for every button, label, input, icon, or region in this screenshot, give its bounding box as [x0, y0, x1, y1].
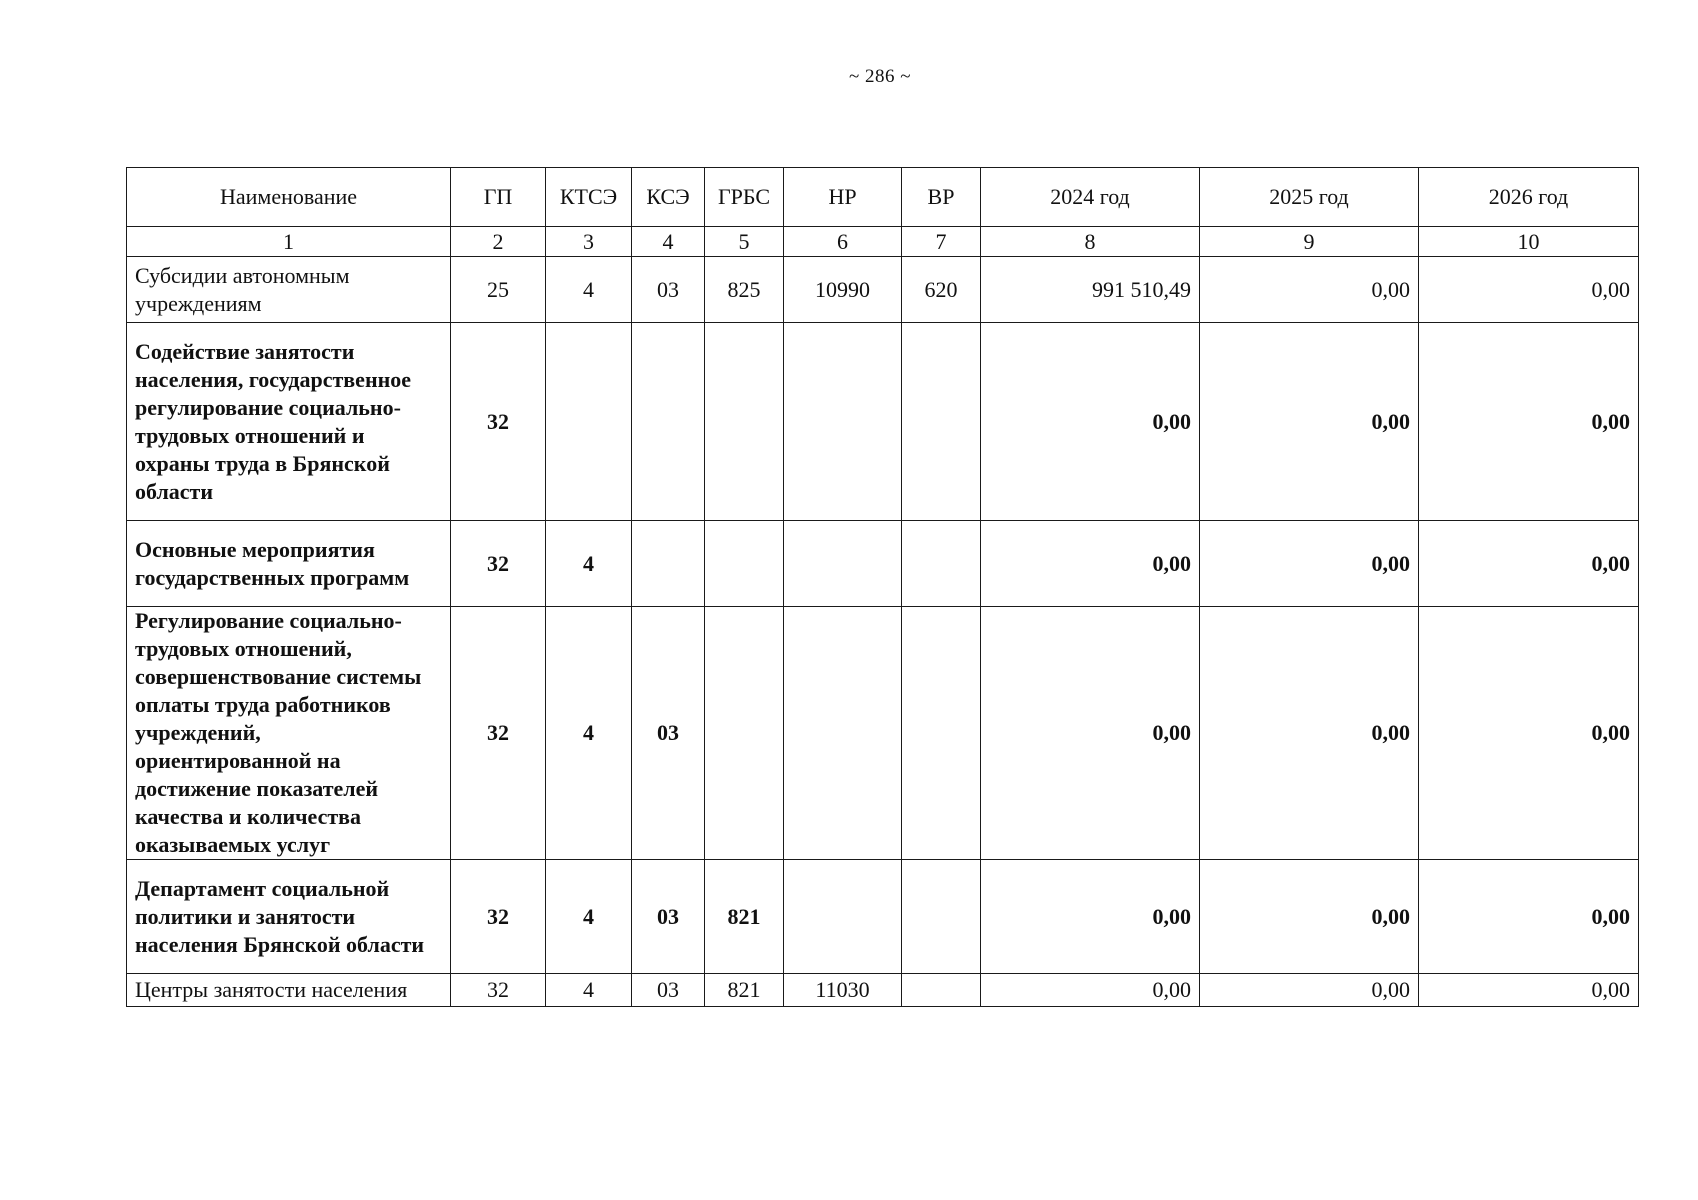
- cell-2024: 0,00: [981, 323, 1200, 521]
- cell-grbs: [705, 607, 784, 860]
- cell-2025: 0,00: [1200, 607, 1419, 860]
- column-number: 4: [632, 227, 705, 257]
- column-number: 10: [1419, 227, 1639, 257]
- column-number: 2: [451, 227, 546, 257]
- cell-ktse: 4: [546, 521, 632, 607]
- cell-gp: 32: [451, 974, 546, 1007]
- cell-2024: 0,00: [981, 860, 1200, 974]
- row-name: Основные мероприятия государственных программ: [127, 521, 451, 607]
- cell-grbs: 821: [705, 860, 784, 974]
- row-name: Регулирование социально-трудовых отношений, совершенствование системы оплаты труда работников учреждений, ориентированной на достижение показателей качества и количества оказываемых услуг: [127, 607, 451, 860]
- column-header: Наименование: [127, 168, 451, 227]
- column-number: 3: [546, 227, 632, 257]
- cell-gp: 32: [451, 323, 546, 521]
- table-row: [127, 257, 1639, 323]
- cell-2024: 991 510,49: [981, 257, 1200, 323]
- header-row: [127, 168, 1639, 227]
- column-header: КТСЭ: [546, 168, 632, 227]
- table-row: [127, 607, 1639, 860]
- cell-nr: 10990: [784, 257, 902, 323]
- cell-kse: 03: [632, 860, 705, 974]
- cell-kse: 03: [632, 257, 705, 323]
- table-row: [127, 860, 1639, 974]
- row-name: Содействие занятости населения, государственное регулирование социально-трудовых отношений и охраны труда в Брянской области: [127, 323, 451, 521]
- row-name: Центры занятости населения: [127, 974, 451, 1007]
- column-header: ГРБС: [705, 168, 784, 227]
- cell-2024: 0,00: [981, 607, 1200, 860]
- cell-2026: 0,00: [1419, 323, 1639, 521]
- cell-nr: [784, 860, 902, 974]
- cell-kse: 03: [632, 607, 705, 860]
- column-number: 9: [1200, 227, 1419, 257]
- cell-grbs: 821: [705, 974, 784, 1007]
- cell-vr: [902, 323, 981, 521]
- cell-gp: 32: [451, 521, 546, 607]
- cell-2026: 0,00: [1419, 974, 1639, 1007]
- cell-2024: 0,00: [981, 521, 1200, 607]
- cell-gp: 32: [451, 860, 546, 974]
- cell-vr: [902, 607, 981, 860]
- row-name: Субсидии автономным учреждениям: [127, 257, 451, 323]
- cell-2026: 0,00: [1419, 257, 1639, 323]
- table-row: [127, 974, 1639, 1007]
- cell-grbs: [705, 521, 784, 607]
- cell-2025: 0,00: [1200, 257, 1419, 323]
- column-number-row: [127, 227, 1639, 257]
- column-number: 7: [902, 227, 981, 257]
- column-number: 1: [127, 227, 451, 257]
- budget-table: [126, 167, 1639, 1007]
- cell-grbs: [705, 323, 784, 521]
- column-header: КСЭ: [632, 168, 705, 227]
- column-header: 2024 год: [981, 168, 1200, 227]
- cell-nr: [784, 323, 902, 521]
- cell-ktse: [546, 323, 632, 521]
- cell-2026: 0,00: [1419, 521, 1639, 607]
- cell-ktse: 4: [546, 607, 632, 860]
- cell-2026: 0,00: [1419, 607, 1639, 860]
- cell-ktse: 4: [546, 257, 632, 323]
- column-number: 8: [981, 227, 1200, 257]
- cell-gp: 25: [451, 257, 546, 323]
- table-row: [127, 323, 1639, 521]
- page-number: ~ 286 ~: [848, 66, 912, 87]
- column-header: ВР: [902, 168, 981, 227]
- column-header: 2026 год: [1419, 168, 1639, 227]
- cell-2026: 0,00: [1419, 860, 1639, 974]
- column-header: НР: [784, 168, 902, 227]
- cell-kse: 03: [632, 974, 705, 1007]
- cell-nr: [784, 521, 902, 607]
- column-number: 5: [705, 227, 784, 257]
- cell-2025: 0,00: [1200, 323, 1419, 521]
- cell-2025: 0,00: [1200, 860, 1419, 974]
- row-name: Департамент социальной политики и занятости населения Брянской области: [127, 860, 451, 974]
- column-header: ГП: [451, 168, 546, 227]
- cell-ktse: 4: [546, 860, 632, 974]
- cell-2025: 0,00: [1200, 974, 1419, 1007]
- column-header: 2025 год: [1200, 168, 1419, 227]
- cell-2025: 0,00: [1200, 521, 1419, 607]
- table-row: [127, 521, 1639, 607]
- cell-vr: [902, 521, 981, 607]
- cell-vr: [902, 860, 981, 974]
- cell-nr: [784, 607, 902, 860]
- column-number: 6: [784, 227, 902, 257]
- cell-kse: [632, 521, 705, 607]
- cell-gp: 32: [451, 607, 546, 860]
- cell-vr: 620: [902, 257, 981, 323]
- cell-kse: [632, 323, 705, 521]
- cell-2024: 0,00: [981, 974, 1200, 1007]
- cell-nr: 11030: [784, 974, 902, 1007]
- cell-ktse: 4: [546, 974, 632, 1007]
- cell-vr: [902, 974, 981, 1007]
- cell-grbs: 825: [705, 257, 784, 323]
